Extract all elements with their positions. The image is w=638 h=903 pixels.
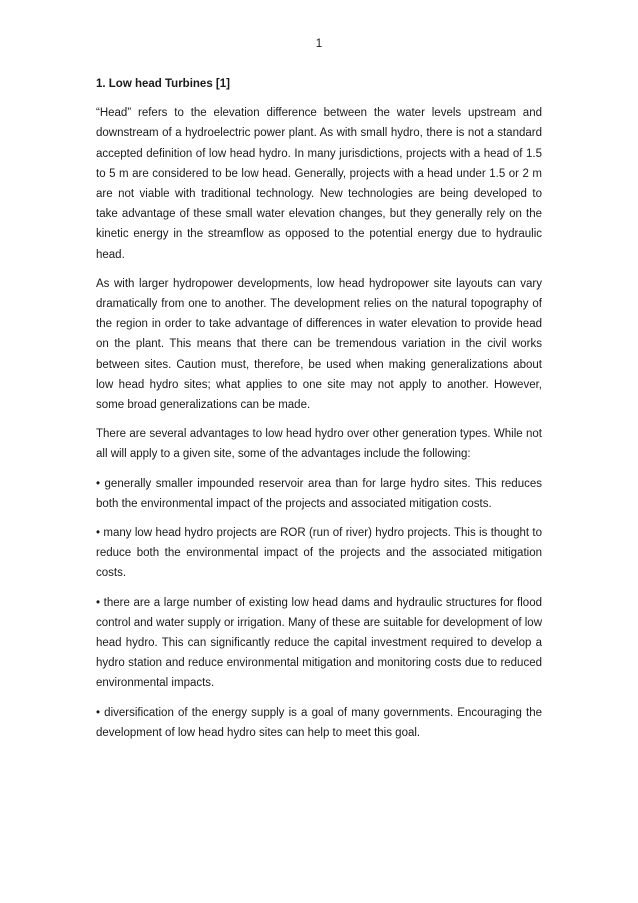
paragraph-head-definition: “Head” refers to the elevation difference between the water levels upstream and downstream of a hydroelectric power plant. As with small hydro, there is not a standard accepted definition of low head hydro. In many jurisdictions, projects with a head of 1.5 to 5 m are considered to be low head. Generally, projects with a head under 1.5 or 2 m are not viable with traditional technology. New technologies are being developed to take advantage of these small water elevation changes, but they generally rely on the kinetic energy in the streamflow as opposed to the potential energy due to hydraulic head. [96,107,542,261]
bullet-energy-diversification: • diversification of the energy supply is a goal of many governments. Encouraging the development of low head hydro sites can help to meet this goal. [96,706,542,739]
bullet-smaller-reservoir: • generally smaller impounded reservoir area than for large hydro sites. This reduces both the environmental impact of the projects and associated mitigation costs. [96,477,542,510]
document-body [96,74,542,752]
page-number: 1 [315,38,323,50]
paragraph-advantages-intro: There are several advantages to low head hydro over other generation types. While not all will apply to a given site, some of the advantages include the following: [96,428,542,461]
bullet-run-of-river: • many low head hydro projects are ROR (run of river) hydro projects. This is thought to reduce both the environmental impact of the projects and the associated mitigation costs. [96,527,542,580]
paragraph-site-layouts: As with larger hydropower developments, low head hydropower site layouts can vary dramatically from one to another. The development relies on the natural topography of the region in order to take advantage of differences in water elevation to provide head on the plant. This means that there can be tremendous variation in the civil works between sites. Caution must, therefore, be used when making generalizations about low head hydro sites; what applies to one site may not apply to another. However, some broad generalizations can be made. [96,277,542,412]
section-heading: 1. Low head Turbines [1] [96,78,230,90]
bullet-existing-dams: • there are a large number of existing low head dams and hydraulic structures for flood control and water supply or irrigation. Many of these are suitable for development of low head hydro. This can significantly reduce the capital investment required to develop a hydro station and reduce environmental mitigation and monitoring costs due to reduced environmental impacts. [96,596,542,690]
